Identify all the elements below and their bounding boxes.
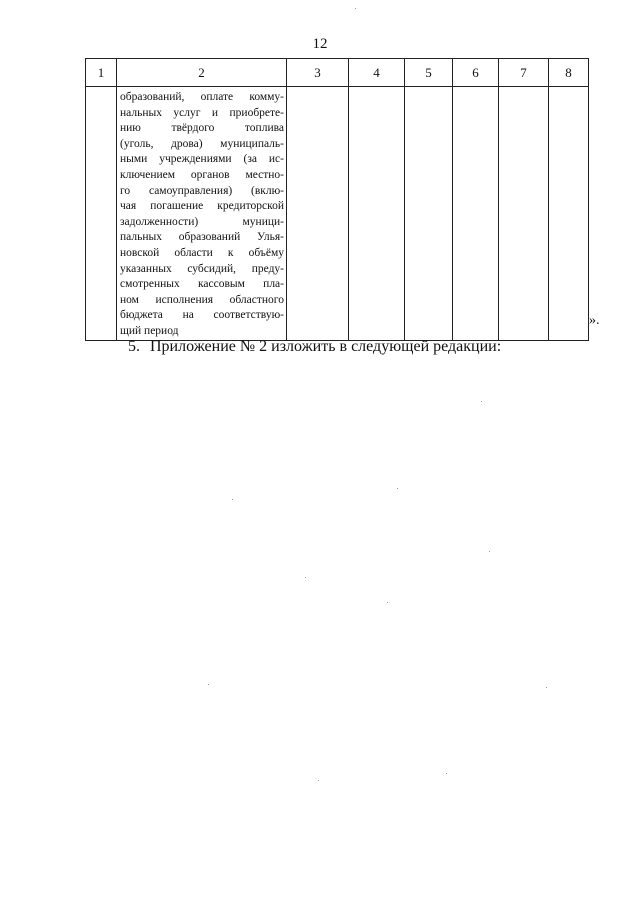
description-line: пальных образований Улья- (120, 231, 284, 244)
table-cell-col-5 (405, 87, 453, 341)
description-line: образований, оплате комму- (120, 91, 284, 103)
table-cell-col-7 (499, 87, 549, 341)
scan-speck (232, 499, 233, 500)
table-header-row (86, 59, 589, 87)
scan-speck (446, 773, 447, 774)
table-cell-col-8 (549, 87, 589, 341)
column-header-2: 2 (117, 59, 287, 87)
description-line: го самоуправления) (вклю- (120, 184, 284, 197)
column-header-7: 7 (499, 59, 549, 87)
column-header-6: 6 (453, 59, 499, 87)
column-header-3: 3 (287, 59, 349, 87)
description-line: (уголь, дрова) муниципаль- (120, 137, 284, 150)
scan-speck (355, 8, 356, 9)
scan-speck (481, 401, 482, 402)
description-line: щий период (120, 324, 179, 337)
description-line: чая погашение кредиторской (120, 200, 284, 213)
table-cell-col-1 (86, 87, 117, 341)
column-header-1: 1 (86, 59, 117, 87)
scan-speck (387, 602, 388, 603)
column-header-8: 8 (549, 59, 589, 87)
table-cell-col-4 (349, 87, 405, 341)
page-number: 12 (312, 36, 328, 52)
description-line: нию твёрдого топлива (120, 122, 284, 135)
instruction-text: Приложение № 2 изложить в следующей редакции: (150, 338, 502, 355)
description-line: ном исполнения областного (120, 293, 284, 306)
instruction-number: 5. (128, 338, 140, 355)
description-line: задолженности) муници- (120, 215, 284, 228)
description-line: ными учреждениями (за ис- (120, 153, 284, 166)
description-line: нальных услуг и приобрете- (120, 106, 284, 119)
table-cell-col-6 (453, 87, 499, 341)
scan-speck (208, 684, 209, 685)
description-line: смотренных кассовым пла- (120, 278, 284, 291)
scan-speck (489, 551, 490, 552)
table-cell-description (117, 87, 287, 341)
scan-speck (305, 577, 306, 578)
closing-quote: ». (589, 313, 600, 328)
scan-speck (318, 780, 319, 781)
description-line: указанных субсидий, преду- (120, 262, 284, 275)
scan-speck (546, 687, 547, 688)
table-row (86, 87, 589, 341)
column-header-4: 4 (349, 59, 405, 87)
description-line: ключением органов местно- (120, 168, 284, 181)
appendix-table (85, 58, 589, 341)
scan-speck (397, 488, 398, 489)
description-line: бюджета на соответствую- (120, 309, 284, 322)
description-line: новской области к объёму (120, 246, 284, 259)
column-header-5: 5 (405, 59, 453, 87)
table-cell-col-3 (287, 87, 349, 341)
instruction-paragraph (128, 337, 501, 357)
